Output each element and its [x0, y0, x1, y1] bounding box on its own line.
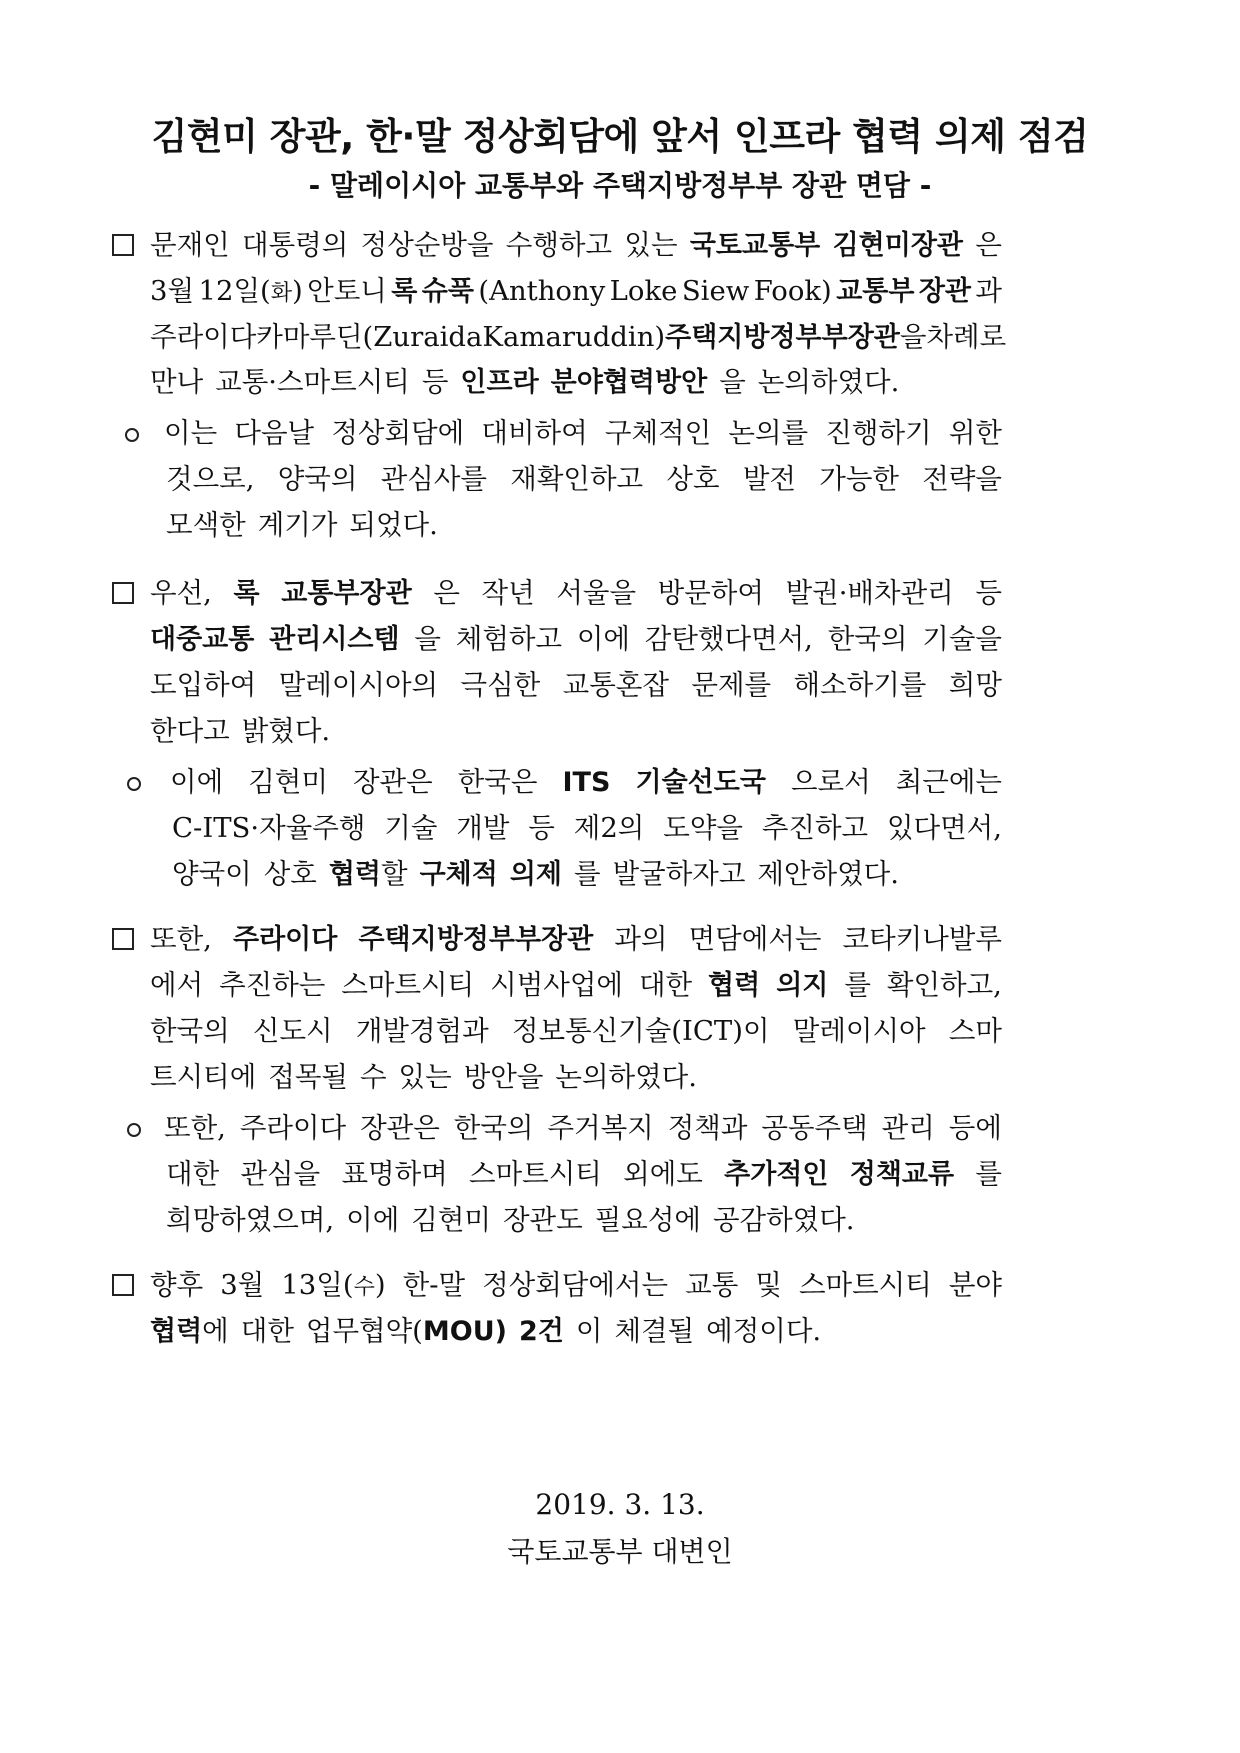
- square-checkbox-icon: [112, 582, 134, 604]
- paragraph-line: 3월 12일(화) 안토니 록 슈푹 (Anthony Loke Siew Fook) 교통부 장관 과: [150, 275, 1002, 307]
- square-checkbox-icon: [112, 928, 134, 950]
- sub-paragraph-line: C-ITS·자율주행 기술 개발 등 제2의 도약을 추진하고 있다면서,: [172, 812, 1002, 844]
- paragraph-line: 주라이다 카마루딘(Zuraida Kamaruddin) 주택지방정부부 장관 을 차례로: [150, 321, 1007, 353]
- paragraph-line: 도입하여 말레이시아의 극심한 교통혼잡 문제를 해소하기를 희망: [150, 669, 1002, 701]
- sub-paragraph-line: 또한, 주라이다 장관은 한국의 주거복지 정책과 공동주택 관리 등에: [164, 1112, 1002, 1144]
- sub-paragraph-line: 모색한 계기가 되었다.: [166, 509, 438, 541]
- hollow-circle-icon: [127, 777, 141, 791]
- paragraph-line: 대중교통 관리시스템 을 체험하고 이에 감탄했다면서, 한국의 기술을: [150, 623, 1002, 655]
- paragraph-line: 또한, 주라이다 주택지방정부부장관 과의 면담에서는 코타키나발루: [150, 923, 1002, 955]
- release-date: 2019. 3. 13.: [535, 1488, 705, 1521]
- paragraph-line: 트시티에 접목될 수 있는 방안을 논의하였다.: [150, 1061, 697, 1093]
- issuer-name: 국토교통부 대변인: [507, 1535, 733, 1568]
- document-title: 김현미 장관, 한·말 정상회담에 앞서 인프라 협력 의제 점검: [151, 115, 1089, 158]
- sub-paragraph-line: 대한 관심을 표명하며 스마트시티 외에도 추가적인 정책교류 를: [166, 1158, 1002, 1190]
- paragraph-line: 한국의 신도시 개발경험과 정보통신기술(ICT)이 말레이시아 스마: [150, 1015, 1002, 1047]
- sub-paragraph-line: 희망하였으며, 이에 김현미 장관도 필요성에 공감하였다.: [166, 1204, 855, 1236]
- paragraph-line: 에서 추진하는 스마트시티 시범사업에 대한 협력 의지 를 확인하고,: [150, 969, 1002, 1001]
- paragraph-line: 우선, 록 교통부장관 은 작년 서울을 방문하여 발권·배차관리 등: [150, 577, 1002, 609]
- sub-paragraph-line: 이에 김현미 장관은 한국은 ITS 기술선도국 으로서 최근에는: [170, 766, 1002, 798]
- sub-paragraph-line: 이는 다음날 정상회담에 대비하여 구체적인 논의를 진행하기 위한: [164, 417, 1002, 449]
- paragraph-line: 문재인 대통령의 정상순방을 수행하고 있는 국토교통부 김현미장관 은: [150, 229, 1002, 261]
- paragraph-line: 향후 3월 13일(수) 한-말 정상회담에서는 교통 및 스마트시티 분야: [150, 1269, 1002, 1301]
- square-checkbox-icon: [112, 1274, 134, 1296]
- document-subtitle: - 말레이시아 교통부와 주택지방정부부 장관 면담 -: [308, 169, 932, 202]
- sub-paragraph-line: 양국이 상호 협력할 구체적 의제 를 발굴하자고 제안하였다.: [172, 858, 899, 890]
- paragraph-line: 협력에 대한 업무협약(MOU) 2건 이 체결될 예정이다.: [150, 1315, 822, 1347]
- sub-paragraph-line: 것으로, 양국의 관심사를 재확인하고 상호 발전 가능한 전략을: [166, 463, 1002, 495]
- paragraph-line: 한다고 밝혔다.: [150, 715, 331, 747]
- square-checkbox-icon: [112, 234, 134, 256]
- paragraph-line: 만나 교통·스마트시티 등 인프라 분야협력방안 을 논의하였다.: [150, 366, 900, 398]
- hollow-circle-icon: [127, 1123, 141, 1137]
- hollow-circle-icon: [125, 428, 139, 442]
